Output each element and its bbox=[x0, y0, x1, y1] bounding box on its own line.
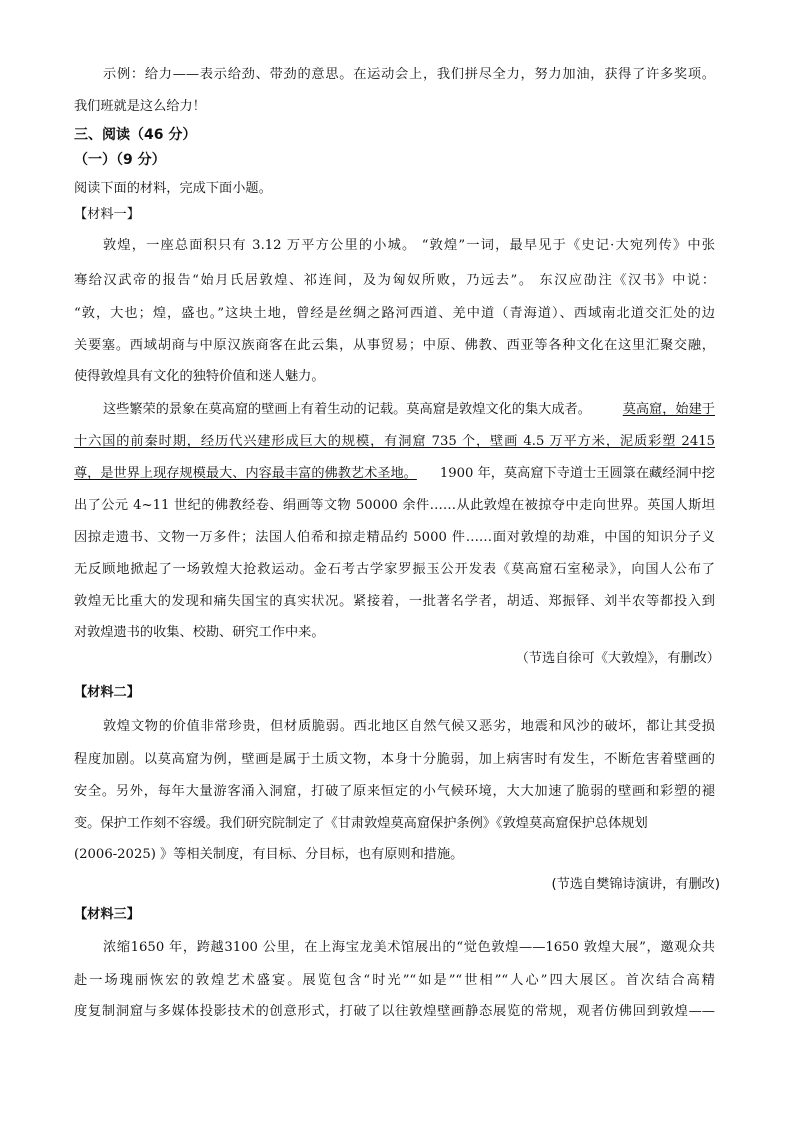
material-2-source: (节选自樊锦诗演讲，有删改) bbox=[551, 877, 720, 892]
example-line-2: 我们班就是这么给力！ bbox=[74, 99, 206, 114]
material-1-p2-line-1-plain: 这些繁荣的景象在莫高窟的壁画上有着生动的记载。莫高窟是敦煌文化的集大成者。 bbox=[103, 402, 591, 417]
material-1-p2-line-3-underlined: 尊，是世界上现存规模最大、内容最丰富的佛教艺术圣地。 bbox=[74, 466, 417, 481]
material-2-line-5: (2006-2025) 》等相关制度，有目标、分目标，也有原则和措施。 bbox=[74, 847, 464, 862]
material-2-line-1: 敦煌文物的价值非常珍贵，但材质脆弱。西北地区自然气候又恶劣，地震和风沙的破坏，都让其受损 bbox=[103, 719, 715, 734]
material-1-p1-line-5: 使得敦煌具有文化的独特价值和迷人魅力。 bbox=[74, 369, 325, 384]
material-1-p2-line-2: 十六国的前秦时期，经历代兴建形成巨大的规模，有洞窟 735 个，壁画 4.5 万平方米，泥质彩塑 2415 bbox=[74, 434, 715, 449]
material-2-label: 【材料二】 bbox=[74, 685, 140, 700]
instruction-text: 阅读下面的材料，完成下面小题。 bbox=[74, 181, 272, 196]
material-1-p2-line-7: 敦煌无比重大的发现和痛失国宝的真实状况。紧接着，一批著名学者，胡适、郑振铎、刘半农等都投入到 bbox=[74, 594, 715, 609]
material-3-line-2: 赴一场瑰丽恢宏的敦煌艺术盛宴。展览包含“时光”“如是”“世相”“人心”四大展区。首次结合高精 bbox=[74, 973, 715, 988]
section-heading: 三、阅读（46 分） bbox=[74, 127, 197, 143]
material-1-p2-line-1 bbox=[103, 401, 715, 419]
section-sub-heading: （一）（9 分） bbox=[74, 152, 166, 168]
material-1-p1-line-3: “敦，大也；煌，盛也。”这块土地，曾经是丝绸之路河西道、羌中道（青海道）、西域南北道交汇处的边 bbox=[74, 306, 715, 321]
material-1-p1-line-1: 敦煌，一座总面积只有 3.12 万平方公里的小城。 “敦煌”一词，最早见于《史记·大宛列传》中张 bbox=[103, 238, 715, 253]
material-2-line-3: 安全。另外，每年大量游客涌入洞窟，打破了原来恒定的小气候环境，大大加速了脆弱的壁画和彩塑的褪 bbox=[74, 784, 715, 799]
material-1-p2-line-5: 因掠走遗书、文物一万多件；法国人伯希和掠走精品约 5000 件……面对敦煌的劫难，中国的知识分子义 bbox=[74, 530, 715, 545]
material-1-p1-line-4: 关要塞。西域胡商与中原汉族商客在此云集，从事贸易；中原、佛教、西亚等各种文化在这里汇聚交融， bbox=[74, 338, 715, 353]
material-3-line-1: 浓缩1650 年，跨越3100 公里，在上海宝龙美术馆展出的“觉色敦煌——1650 敦煌大展”，邀观众共 bbox=[103, 940, 715, 955]
material-1-p2-line-6: 无反顾地掀起了一场敦煌大抢救运动。金石考古学家罗振玉公开发表《莫高窟石室秘录》，向国人公布了 bbox=[74, 562, 715, 577]
material-2-line-2: 程度加剧。以莫高窟为例，壁画是属于土质文物，本身十分脆弱，加上病害时有发生，不断危害着壁画的 bbox=[74, 752, 715, 767]
material-1-p2-line-4: 出了公元 4~11 世纪的佛教经卷、绢画等文物 50000 余件……从此敦煌在被掠夺中走向世界。英国人斯坦 bbox=[74, 498, 715, 513]
material-1-p2-line-3 bbox=[74, 465, 715, 483]
example-line-1: 示例：给力——表示给劲、带劲的意思。在运动会上，我们拼尽全力，努力加油，获得了许多奖项。 bbox=[103, 67, 715, 82]
material-1-label: 【材料一】 bbox=[74, 207, 140, 222]
material-2-line-4: 变。保护工作刻不容缓。我们研究院制定了《甘肃敦煌莫高窟保护条例》《敦煌莫高窟保护总体规划 bbox=[74, 816, 648, 831]
material-1-source: （节选自徐可《大敦煌》，有删改） bbox=[515, 651, 720, 666]
material-1-p2-line-3-plain: 1900 年，莫高窟下寺道士王圆箓在藏经洞中挖 bbox=[439, 466, 715, 481]
material-1-p1-line-2: 骞给汉武帝的报告“始月氏居敦煌、祁连间，及为匈奴所败，乃远去”。 东汉应劭注《汉书》中说： bbox=[74, 273, 715, 288]
material-1-p2-line-1-underlined: 莫高窟，始建于 bbox=[622, 402, 715, 417]
material-3-label: 【材料三】 bbox=[74, 907, 140, 922]
material-3-line-3: 度复制洞窟与多媒体投影技术的创意形式，打破了以往敦煌壁画静态展览的常规，观者仿佛回到敦煌—— bbox=[74, 1004, 715, 1019]
material-1-p2-line-8: 对敦煌遗书的收集、校勘、研究工作中来。 bbox=[74, 625, 325, 640]
